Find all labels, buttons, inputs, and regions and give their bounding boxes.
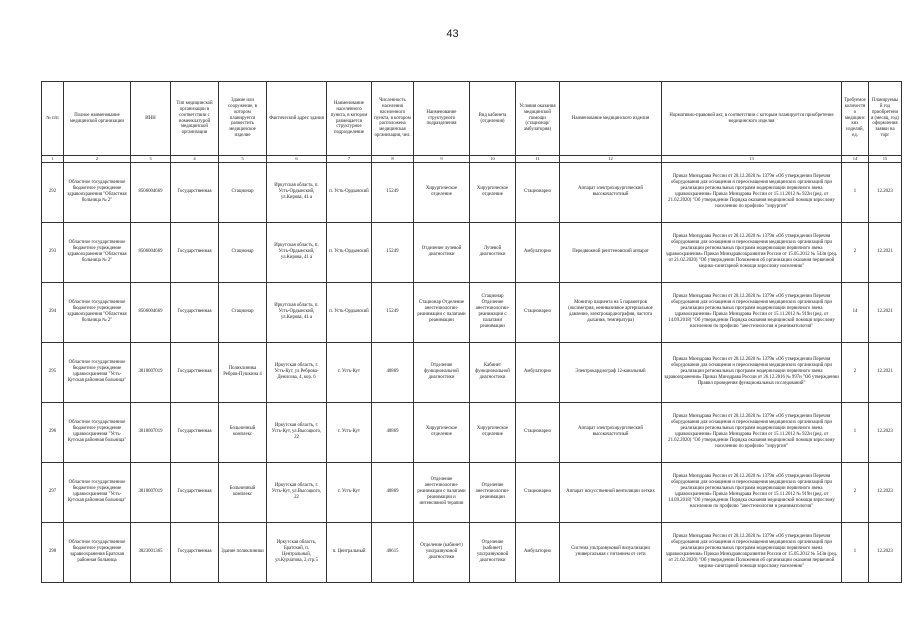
column-header: Планируемый год приобретения (месяц, год) оформления заявки на торг xyxy=(869,82,902,156)
column-number: 7 xyxy=(327,156,372,163)
organization-type: Государственная xyxy=(171,282,219,342)
column-header: Нормативно-правовой акт, в соответствии с которым планируется приобретение медицинского изделия xyxy=(662,82,842,156)
address: Иркутская область, г. Усть-Кут, ул.Высоцкого, 22 xyxy=(267,402,327,462)
column-number: 10 xyxy=(470,156,516,163)
column-header: Фактический адрес здания xyxy=(267,82,327,156)
column-number: 8 xyxy=(372,156,414,163)
care-conditions: Амбулаторно xyxy=(516,222,560,282)
population: 15249 xyxy=(372,162,414,222)
column-number: 3 xyxy=(131,156,171,163)
address: Иркутская область, г. Усть-Кут, ул.Высоцкого, 22 xyxy=(267,462,327,522)
legal-act: Приказ Минздрава России от 28.12.2020 № 1379н «Об утверждении Перечня оборудования для оснащения и переоснащения медицинских организаций при реализации региональных программ модернизации первичного звена здравоохранения» Приказ Минздравсоцразвития России от 15.05.2012 № 543н (ред. от 21.02.2020) "Об утверждении Положения об организации оказания первичной медико-санитарной помощи взрослому населению" xyxy=(662,222,842,282)
table-row xyxy=(42,342,902,402)
population: 40869 xyxy=(372,462,414,522)
column-number: 13 xyxy=(662,156,842,163)
cabinet-type: Хирургическое отделение xyxy=(470,402,516,462)
care-conditions: Стационарно xyxy=(516,162,560,222)
settlement: п. Усть-Ордынский xyxy=(327,282,372,342)
table-row xyxy=(42,282,902,342)
structural-unit: Хирургическое отделение xyxy=(414,402,470,462)
building: Стационар xyxy=(219,162,267,222)
column-number: 4 xyxy=(171,156,219,163)
inn: 3823001365 xyxy=(131,522,171,582)
building: Стационар xyxy=(219,222,267,282)
row-number: 293 xyxy=(42,222,64,282)
organization-type: Государственная xyxy=(171,342,219,402)
column-number: 12 xyxy=(560,156,662,163)
legal-act: Приказ Минздрава России от 28.12.2020 № 1379н «Об утверждении Перечня оборудования для оснащения и переоснащения медицинских организаций при реализации региональных программ модернизации первичного звена здравоохранения» Приказ Минздрава России от 15.11.2012 № 919н (ред. от 14.09.2018) "Об утверждении Порядка оказания медицинской помощи взрослому населению по профилю "анестезиология и реаниматология" xyxy=(662,462,842,522)
quantity: 1 xyxy=(842,162,869,222)
column-number: 6 xyxy=(267,156,327,163)
organization-name: Областное государственное бюджетное учреждение здравоохранения "Областная больница № 2" xyxy=(64,162,131,222)
column-number-row xyxy=(42,156,902,163)
cabinet-type: Кабинет функциональной диагностики xyxy=(470,342,516,402)
structural-unit: Отделение функциональной диагностики xyxy=(414,342,470,402)
organization-type: Государственная xyxy=(171,402,219,462)
purchase-year: 12.2021 xyxy=(869,342,902,402)
structural-unit: Отделение лучевой диагностики xyxy=(414,222,470,282)
building: Стационар xyxy=(219,282,267,342)
row-number: 295 xyxy=(42,342,64,402)
settlement: п. Центральный xyxy=(327,522,372,582)
organization-name: Областное государственное бюджетное учреждение здравоохранения "Усть-Кутская районная больница" xyxy=(64,342,131,402)
column-header: Здание или сооружение, в котором планируется разместить медицинское изделие xyxy=(219,82,267,156)
building: Поликлиника Ребров-Пушкина 4 xyxy=(219,342,267,402)
column-header: Наименование населенного пункта, в котором размещается структурное подразделение xyxy=(327,82,372,156)
quantity: 2 xyxy=(842,342,869,402)
cabinet-type: Хирургическое отделение xyxy=(470,162,516,222)
organization-type: Государственная xyxy=(171,222,219,282)
organization-type: Государственная xyxy=(171,162,219,222)
equipment-registry-table xyxy=(41,81,902,583)
column-number: 11 xyxy=(516,156,560,163)
purchase-year: 12.2023 xyxy=(869,522,902,582)
column-header: № п/п xyxy=(42,82,64,156)
address: Иркутская область, г. Усть-Кут, ул.Реброва-Денисова, 4, кор. 6 xyxy=(267,342,327,402)
cabinet-type: Отделение анестезиологии-реанимации xyxy=(470,462,516,522)
inn: 3818007019 xyxy=(131,402,171,462)
purchase-year: 12.2023 xyxy=(869,162,902,222)
care-conditions: Стационарно xyxy=(516,282,560,342)
population: 40869 xyxy=(372,342,414,402)
legal-act: Приказ Минздрава России от 28.12.2020 № 1379н «Об утверждении Перечня оборудования для оснащения и переоснащения медицинских организаций при реализации региональных программ модернизации первичного звена здравоохранения» Приказ Минздрава России от 26.12.2016 № 997н "Об утверждении Правил проведения функциональных исследований" xyxy=(662,342,842,402)
settlement: г. Усть-Кут xyxy=(327,462,372,522)
legal-act: Приказ Минздрава России от 28.12.2020 № 1379н «Об утверждении Перечня оборудования для оснащения и переоснащения медицинских организаций при реализации региональных программ модернизации первичного звена здравоохранения» Приказ Минздрава России от 15.11.2012 № 922н (ред. от 21.02.2020) "Об утверждении Порядка оказания медицинской помощи взрослому населению по профилю "хирургия" xyxy=(662,402,842,462)
population: 40869 xyxy=(372,402,414,462)
care-conditions: Амбулаторно xyxy=(516,342,560,402)
organization-name: Областное государственное бюджетное учреждение здравоохранения "Областная больница № 2" xyxy=(64,282,131,342)
device-name: Аппарат искусственной вентиляции легких xyxy=(560,462,662,522)
legal-act: Приказ Минздрава России от 28.12.2020 № 1379н «Об утверждении Перечня оборудования для оснащения и переоснащения медицинских организаций при реализации региональных программ модернизации первичного звена здравоохранения» Приказ Минздрава России от 15.11.2012 № 919н (ред. от 14.09.2018) "Об утверждении Порядка оказания медицинской помощи взрослому населению по профилю "анестезиология и реаниматология" xyxy=(662,282,842,342)
table-row xyxy=(42,162,902,222)
structural-unit: Отделение анестезиологии-реанимации с палатами реанимации и интенсивной терапии xyxy=(414,462,470,522)
address: Иркутская область, п. Усть-Ордынский, ул.Кирова, 41 а xyxy=(267,162,327,222)
table-header-row xyxy=(42,82,902,156)
population: 15249 xyxy=(372,282,414,342)
inn: 3818007019 xyxy=(131,462,171,522)
device-name: Электрокардиограф 12-канальный xyxy=(560,342,662,402)
row-number: 296 xyxy=(42,402,64,462)
column-number: 9 xyxy=(414,156,470,163)
column-number: 1 xyxy=(42,156,64,163)
table-row xyxy=(42,222,902,282)
structural-unit: Хирургическое отделение xyxy=(414,162,470,222)
column-header: Наименование медицинского изделия xyxy=(560,82,662,156)
page-number: 43 xyxy=(446,28,459,40)
care-conditions: Амбулаторно xyxy=(516,522,560,582)
legal-act: Приказ Минздрава России от 28.12.2020 № 1379н «Об утверждении Перечня оборудования для оснащения и переоснащения медицинских организаций при реализации региональных программ модернизации первичного звена здравоохранения» Приказ Минздравсоцразвития России от 15.05.2012 № 543н (ред. от 21.02.2020) "Об утверждении Положения об организации оказания первичной медико-санитарной помощи взрослому населению" xyxy=(662,522,842,582)
purchase-year: 12.2021 xyxy=(869,222,902,282)
column-number: 14 xyxy=(842,156,869,163)
building: Больничный комплекс xyxy=(219,462,267,522)
address: Иркутская область, п. Усть-Ордынский, ул.Кирова, 41 а xyxy=(267,282,327,342)
column-header: Требуемое количество медицинских изделий, ед. xyxy=(842,82,869,156)
quantity: 2 xyxy=(842,462,869,522)
row-number: 294 xyxy=(42,282,64,342)
device-name: Аппарат электрохирургический высокочастотный xyxy=(560,162,662,222)
settlement: п. Усть-Ордынский xyxy=(327,162,372,222)
device-name: Передвижной рентгеновский аппарат xyxy=(560,222,662,282)
purchase-year: 12.2023 xyxy=(869,462,902,522)
structural-unit: Стационар Отделение анестезиологии-реанимации с палатами реанимации xyxy=(414,282,470,342)
row-number: 298 xyxy=(42,522,64,582)
legal-act: Приказ Минздрава России от 28.12.2020 № 1379н «Об утверждении Перечня оборудования для оснащения и переоснащения медицинских организаций при реализации региональных программ модернизации первичного звена здравоохранения» Приказ Минздрава России от 15.11.2012 № 922н (ред. от 21.02.2020) "Об утверждении Порядка оказания медицинской помощи взрослому населению по профилю "хирургия" xyxy=(662,162,842,222)
population: 15249 xyxy=(372,222,414,282)
quantity: 1 xyxy=(842,402,869,462)
table-row xyxy=(42,522,902,582)
address: Иркутская область, п. Усть-Ордынский, ул.Кирова, 41 а xyxy=(267,222,327,282)
device-name: Система ультразвуковой визуализации универсальная с питанием от сети xyxy=(560,522,662,582)
cabinet-type: Отделение (кабинет) ультразвуковой диагностики xyxy=(470,522,516,582)
column-header: Полное наименование медицинской организации xyxy=(64,82,131,156)
inn: 8506004669 xyxy=(131,222,171,282)
organization-name: Областное государственное бюджетное учреждение здравоохранения "Усть-Кутская районная больница" xyxy=(64,462,131,522)
column-header: Вид кабинета (отделения) xyxy=(470,82,516,156)
address: Иркутская область, Братский, п. Центральный, ул.Курчатова, 2,стр.5 xyxy=(267,522,327,582)
row-number: 297 xyxy=(42,462,64,522)
device-name: Монитор пациента на 5 параметров (оксиметрия, неинвазивное артериальное давление, электрокардиография, частота дыхания, температура) xyxy=(560,282,662,342)
column-header: Условия оказания медицинской помощи (стационар/амбулатория) xyxy=(516,82,560,156)
inn: 8506004669 xyxy=(131,282,171,342)
organization-type: Государственная xyxy=(171,462,219,522)
inn: 3818007019 xyxy=(131,342,171,402)
column-header: Численность населения населенного пункта, в котором расположена медицинская организация, чел. xyxy=(372,82,414,156)
purchase-year: 12.2021 xyxy=(869,282,902,342)
column-header: Тип медицинской организации в соответствии с номенклатурой медицинской организации xyxy=(171,82,219,156)
organization-name: Областное государственное бюджетное учреждение здравоохранения Братская районная больница xyxy=(64,522,131,582)
table-row xyxy=(42,402,902,462)
device-name: Аппарат электрохирургический высокочастотный xyxy=(560,402,662,462)
column-header: Наименование структурного подразделения xyxy=(414,82,470,156)
building: Здание поликлиники xyxy=(219,522,267,582)
cabinet-type: Стационар Отделение анестезиологии-реанимации с палатами реанимации xyxy=(470,282,516,342)
care-conditions: Стационарно xyxy=(516,462,560,522)
organization-name: Областное государственное бюджетное учреждение здравоохранения "Областная больница № 2" xyxy=(64,222,131,282)
row-number: 292 xyxy=(42,162,64,222)
column-number: 2 xyxy=(64,156,131,163)
settlement: г. Усть-Кут xyxy=(327,402,372,462)
inn: 8506004669 xyxy=(131,162,171,222)
care-conditions: Стационарно xyxy=(516,402,560,462)
quantity: 2 xyxy=(842,222,869,282)
column-number: 5 xyxy=(219,156,267,163)
building: Больничный комплекс xyxy=(219,402,267,462)
table-row xyxy=(42,462,902,522)
purchase-year: 12.2023 xyxy=(869,402,902,462)
settlement: п. Усть-Ордынский xyxy=(327,222,372,282)
column-number: 15 xyxy=(869,156,902,163)
quantity: 1 xyxy=(842,522,869,582)
quantity: 14 xyxy=(842,282,869,342)
settlement: г. Усть-Кут xyxy=(327,342,372,402)
column-header: ИНН xyxy=(131,82,171,156)
structural-unit: Отделение (кабинет) ультразвуковой диагностики xyxy=(414,522,470,582)
organization-name: Областное государственное бюджетное учреждение здравоохранения "Усть-Кутская районная больница" xyxy=(64,402,131,462)
cabinet-type: Лучевой диагностики xyxy=(470,222,516,282)
population: 40615 xyxy=(372,522,414,582)
organization-type: Государственная xyxy=(171,522,219,582)
